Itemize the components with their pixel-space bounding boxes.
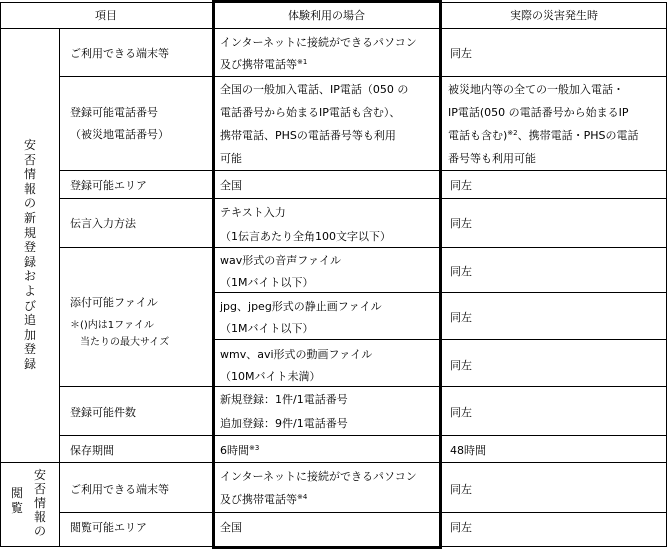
trial-view-area: 全国 [220,521,242,534]
trial-phone-line4: 可能 [220,152,242,165]
trial-retention: 6時間$^{※3}$ [220,444,260,457]
attachments-note-line1: ＊()内は1ファイル [70,320,154,331]
trial-phone-line1: 全国の一般加入電話、IP電話（050 の [220,83,409,96]
disaster-view-area: 同左 [450,521,472,534]
trial-count-line2: 追加登録：9件/1電話番号 [220,417,348,430]
table-border-left [0,2,1,547]
footnote-mark: ※1 [297,58,308,66]
trial-jpg-line2: （1Mバイト以下） [220,322,314,335]
row-label-attachments: 添付可能ファイル [70,296,158,309]
disaster-phone-line3: 電話も含む)$^{※2}$、携帯電話・PHSの電話 [448,129,639,142]
row-label-retention: 保存期間 [70,444,114,457]
footnote-mark: ※2 [507,129,518,137]
trial-view-terminals-line2: 及び携帯電話等$^{※4}$ [220,493,308,506]
row-label-terminals: ご利用できる端末等 [70,47,169,60]
attachments-note-line2: 当たりの最大サイズ [80,337,170,348]
trial-input-line1: テキスト入力 [220,206,286,219]
disaster-area: 同左 [450,179,472,192]
group-label-viewing-a: 閲覧 [10,486,23,515]
disaster-phone-line4: 番号等も利用可能 [448,152,536,165]
row-label-view-area: 閲覧可能エリア [70,521,147,534]
row-label-view-terminals: ご利用できる端末等 [70,483,169,496]
disaster-phone-line2: IP電話(050 の電話番号から始まるIP [448,106,629,119]
trial-phone-line2: 電話番号から始まるIP電話も含む）、 [220,106,401,119]
trial-wmv-line1: wmv、avi形式の動画ファイル [220,348,373,361]
header-item: 項目 [95,9,117,22]
disaster-count: 同左 [450,406,472,419]
trial-area: 全国 [220,179,242,192]
disaster-terminals: 同左 [450,47,472,60]
footnote-mark: ※3 [249,444,260,452]
trial-input-line2: （1伝言あたり全角100文字以下） [220,230,391,243]
footnote-mark: ※4 [297,493,308,501]
group-label-registration: 安否情報の新規登録および追加登録 [23,138,36,371]
trial-phone-line3: 携帯電話、PHSの電話番号等も利用 [220,129,396,142]
trial-terminals-line2: 及び携帯電話等$^{※1}$ [220,58,308,71]
header-disaster: 実際の災害発生時 [510,9,598,22]
disaster-jpg: 同左 [450,311,472,324]
row-label-area: 登録可能エリア [70,179,147,192]
trial-jpg-line1: jpg、jpeg形式の静止画ファイル [220,300,382,313]
disaster-view-terminals: 同左 [450,483,472,496]
disaster-phone-line1: 被災地内等の全ての一般加入電話・ [448,83,624,96]
disaster-retention: 48時間 [450,444,486,457]
disaster-input: 同左 [450,217,472,230]
column-divider-label [59,28,60,546]
trial-terminals-line1: インターネットに接続ができるパソコン [220,36,417,49]
row-label-phone-numbers-sub: （被災地電話番号） [70,128,169,141]
trial-wav-line2: （1Mバイト以下） [220,276,314,289]
row-label-phone-numbers: 登録可能電話番号 [70,106,158,119]
disaster-wav: 同左 [450,265,472,278]
group-label-viewing-b: 安否情報の [33,468,46,538]
row-label-input-method: 伝言入力方法 [70,217,136,230]
trial-view-terminals-line1: インターネットに接続ができるパソコン [220,470,417,483]
header-trial: 体験利用の場合 [288,9,365,22]
trial-wav-line1: wav形式の音声ファイル [220,254,342,267]
trial-count-line1: 新規登録：1件/1電話番号 [220,393,348,406]
disaster-wmv: 同左 [450,359,472,372]
row-label-count: 登録可能件数 [70,406,136,419]
trial-wmv-line2: （10Mバイト未満） [220,370,321,383]
